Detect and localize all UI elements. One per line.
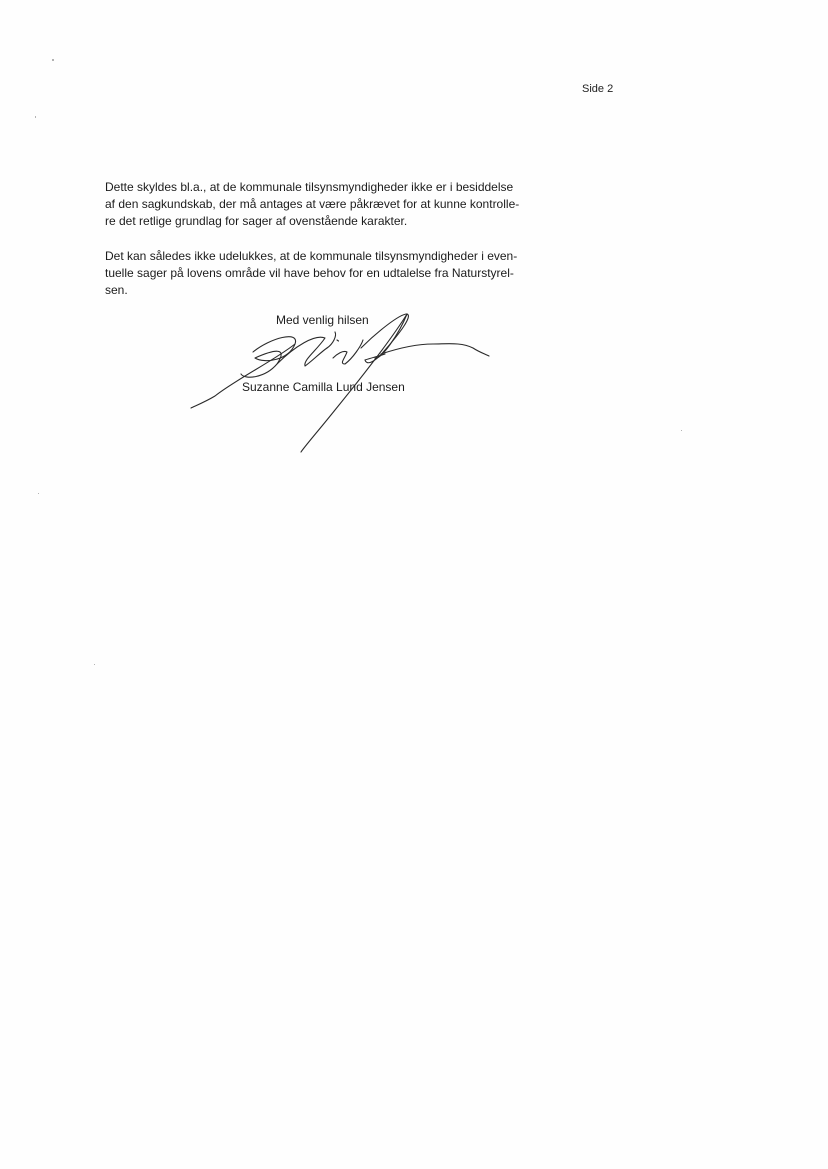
scan-speck bbox=[681, 430, 682, 431]
scan-speck bbox=[94, 664, 95, 665]
paragraph-line: af den sagkundskab, der må antages at være påkrævet for at kunne kontrolle- bbox=[105, 197, 520, 212]
letter-body bbox=[105, 179, 555, 299]
paragraph-line: re det retlige grundlag for sager af ovenstående karakter. bbox=[105, 214, 408, 229]
signer-name: Suzanne Camilla Lund Jensen bbox=[242, 380, 405, 394]
paragraph-1 bbox=[105, 179, 555, 231]
paragraph-2 bbox=[105, 248, 555, 300]
scan-speck bbox=[38, 493, 39, 494]
page-number: Side 2 bbox=[582, 83, 614, 95]
paragraph-line: Dette skyldes bl.a., at de kommunale tilsynsmyndigheder ikke er i besiddelse bbox=[105, 180, 514, 194]
scan-speck bbox=[52, 59, 54, 61]
paragraph-line: tuelle sager på lovens område vil have behov for en udtalelse fra Naturstyrel- bbox=[105, 265, 514, 280]
closing-salutation: Med venlig hilsen bbox=[276, 313, 369, 327]
paragraph-line: Det kan således ikke udelukkes, at de kommunale tilsynsmyndigheder i even- bbox=[105, 248, 518, 263]
scan-speck bbox=[35, 116, 36, 118]
paragraph-line: sen. bbox=[105, 283, 128, 298]
